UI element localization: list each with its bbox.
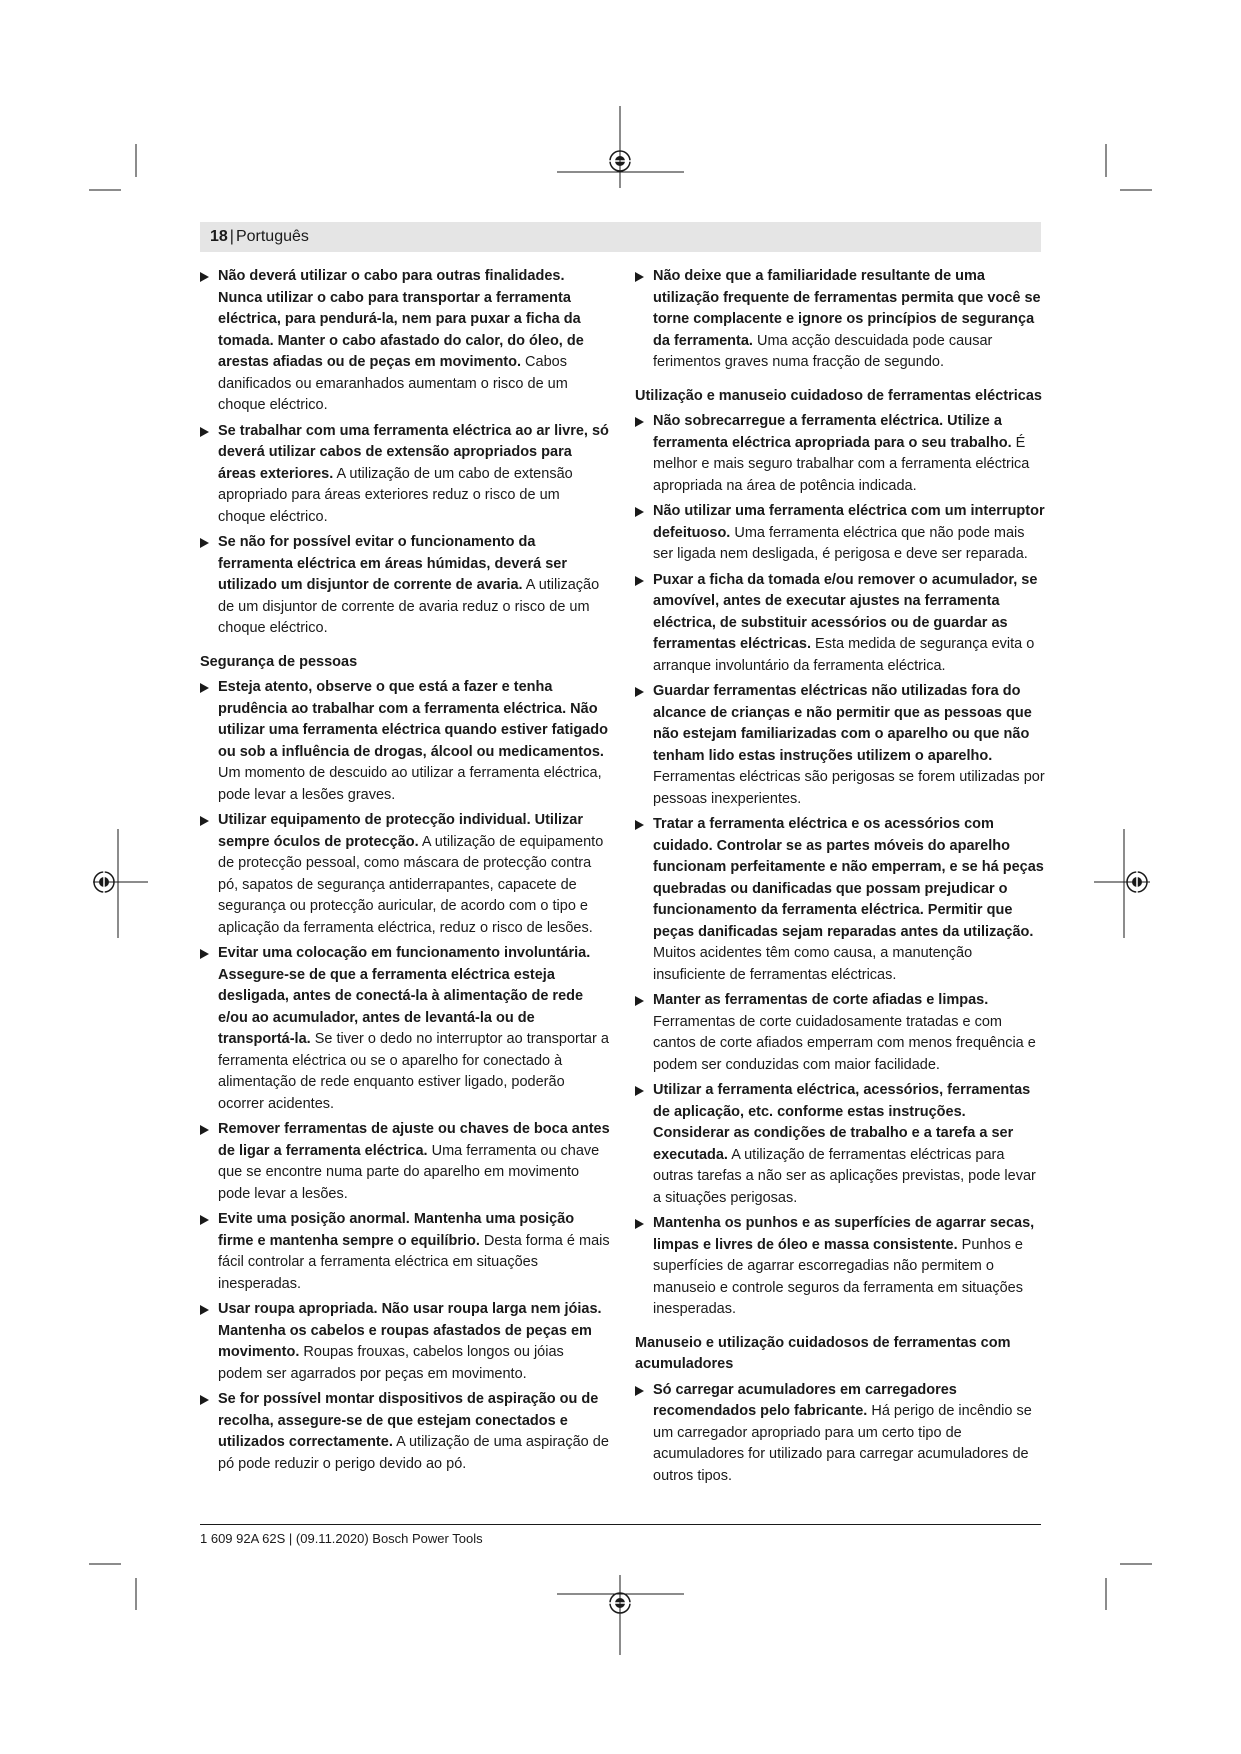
section-heading: Segurança de pessoas: [200, 653, 358, 670]
list-item-bold-text: Manter as ferramentas de corte afiadas e limpas.: [653, 992, 989, 1008]
bullet-triangle-icon: [200, 1305, 209, 1315]
list-item-bold-text: Usar roupa apropriada. Não usar roupa larga nem jóias. Mantenha os cabelos e roupas afastados de peças em movimento.: [218, 1301, 602, 1360]
bullet-triangle-icon: [635, 1386, 644, 1396]
list-item-normal-text: Uma ferramenta ou chave que se encontre numa parte do aparelho em movimento pode levar a lesões.: [218, 1142, 600, 1202]
list-item-bold-text: Não sobrecarregue a ferramenta eléctrica. Utilize a ferramenta eléctrica apropriada para o seu trabalho.: [653, 413, 1012, 451]
list-item-bold-text: Se não for possível evitar o funcionamento da ferramenta eléctrica em áreas húmidas, deverá ser utilizado um disjuntor de corrente de avaria.: [218, 534, 568, 593]
list-item-text: [653, 1213, 1045, 1321]
list-item-bold-text: Evitar uma colocação em funcionamento involuntária. Assegure-se de que a ferramenta eléctrica esteja desligada, antes de conectá-la à alimentação de rede e/ou ao acumulador, antes de levantá-la ou de transportá-la.: [218, 945, 591, 1047]
list-item-normal-text: A utilização de um cabo de extensão apropriado para áreas exteriores reduz o risco de um choque eléctrico.: [218, 465, 573, 525]
bullet-triangle-icon: [200, 949, 209, 959]
list-item-text: [218, 677, 610, 806]
list-item: [635, 1380, 1045, 1488]
list-item: [200, 943, 610, 1115]
list-item-bold-text: Mantenha os punhos e as superfícies de agarrar secas, limpas e livres de óleo e massa consistente.: [653, 1215, 1035, 1253]
bullet-triangle-icon: [635, 417, 644, 427]
page-language: Português: [235, 228, 309, 245]
list-item: [200, 1119, 610, 1205]
list-item-normal-text: Se tiver o dedo no interruptor ao transportar a ferramenta eléctrica ou se o aparelho for conectado à alimentação de rede enquanto estiver ligado, poderão ocorrer acidentes.: [218, 1031, 609, 1112]
list-item: [200, 1299, 610, 1385]
list-item-bold-text: Evite uma posição anormal. Mantenha uma posição firme e mantenha sempre o equilíbrio.: [218, 1211, 575, 1249]
list-item-text: [653, 990, 1045, 1076]
page-header: 18 | Português: [200, 222, 1041, 252]
bullet-triangle-icon: [200, 683, 209, 693]
list-item: [635, 1213, 1045, 1321]
left-column: [200, 266, 610, 1479]
list-item-text: [218, 266, 610, 417]
bullet-triangle-icon: [200, 816, 209, 826]
list-item-normal-text: Uma acção descuidada pode causar ferimentos graves numa fracção de segundo.: [653, 332, 993, 370]
section-heading: Utilização e manuseio cuidadoso de ferramentas eléctricas: [635, 387, 1042, 404]
bullet-triangle-icon: [200, 538, 209, 548]
list-item-normal-text: Punhos e superfícies de agarrar escorregadias não permitem o manuseio e controle seguros da ferramenta em situações inesperadas.: [653, 1236, 1023, 1317]
list-item: [200, 1389, 610, 1475]
list-item-normal-text: Desta forma é mais fácil controlar a ferramenta eléctrica em situações inesperadas.: [218, 1232, 610, 1292]
bullet-triangle-icon: [200, 427, 209, 437]
list-item-text: [653, 1380, 1045, 1488]
list-item-text: [653, 411, 1045, 497]
page-number: 18: [210, 228, 228, 245]
list-item-bold-text: Remover ferramentas de ajuste ou chaves de boca antes de ligar a ferramenta eléctrica.: [218, 1121, 610, 1159]
registration-target-icon: [606, 1589, 634, 1617]
list-item: [200, 677, 610, 806]
bullet-triangle-icon: [635, 272, 644, 282]
list-item-normal-text: Um momento de descuido ao utilizar a ferramenta eléctrica, pode levar a lesões graves.: [218, 765, 602, 803]
list-item-bold-text: Utilizar a ferramenta eléctrica, acessórios, ferramentas de aplicação, etc. conforme estas instruções. Considerar as condições de trabalho e a tarefa a ser executada.: [653, 1082, 1031, 1163]
list-item-normal-text: Muitos acidentes têm como causa, a manutenção insuficiente de ferramentas eléctricas.: [653, 945, 973, 983]
list-item-text: [218, 1119, 610, 1205]
list-item-bold-text: Puxar a ficha da tomada e/ou remover o acumulador, se amovível, antes de executar ajustes na ferramenta eléctrica, de substituir acessórios ou de guardar as ferramentas eléctricas.: [653, 571, 1038, 652]
list-item-normal-text: Há perigo de incêndio se um carregador apropriado para um certo tipo de acumuladores for utilizado para carregar acumuladores de outros tipos.: [653, 1403, 1032, 1484]
list-item: [200, 1209, 610, 1295]
bullet-triangle-icon: [635, 1086, 644, 1096]
list-item-bold-text: Esteja atento, observe o que está a fazer e tenha prudência ao trabalhar com a ferramenta eléctrica. Não utilizar uma ferramenta eléctrica quando estiver fatigado ou sob a influência de drogas, álcool ou medicamentos.: [218, 679, 609, 760]
list-item-bold-text: Não deixe que a familiaridade resultante de uma utilização frequente de ferramentas permita que você se torne complacente e ignore os princípios de segurança da ferramenta.: [653, 268, 1041, 349]
right-column: [635, 266, 1045, 1491]
list-item-bold-text: Guardar ferramentas eléctricas não utilizadas fora do alcance de crianças e não permitir que as pessoas que não estejam familiarizadas com o aparelho ou que não tenham lido estas instruções utilizem o aparelho.: [653, 683, 1032, 764]
list-item: [635, 266, 1045, 374]
page-footer: 1 609 92A 62S | (09.11.2020) Bosch Power Tools: [200, 1531, 483, 1546]
left-items-b: [200, 677, 610, 1475]
list-item: [635, 1080, 1045, 1209]
list-item-normal-text: A utilização de um disjuntor de corrente de avaria reduz o risco de um choque eléctrico.: [218, 577, 600, 636]
list-item: [635, 411, 1045, 497]
list-item-bold-text: Não deverá utilizar o cabo para outras finalidades. Nunca utilizar o cabo para transportar a ferramenta eléctrica, para pendurá-la, nem para puxar a ficha da tomada. Manter o cabo afastado do calor, do óleo, de arestas afiadas ou de peças em movimento.: [218, 268, 584, 370]
right-items-a: [635, 266, 1045, 374]
list-item: [635, 814, 1045, 986]
list-item-normal-text: Esta medida de segurança evita o arranque involuntário da ferramenta eléctrica.: [653, 636, 1035, 674]
list-item-bold-text: Utilizar equipamento de protecção individual. Utilizar sempre óculos de protecção.: [218, 812, 583, 850]
list-item-text: [653, 570, 1045, 678]
left-items-a: [200, 266, 610, 640]
list-item-bold-text: Só carregar acumuladores em carregadores recomendados pelo fabricante.: [653, 1381, 957, 1419]
list-item-text: [653, 501, 1045, 566]
right-items-c: [635, 1380, 1045, 1488]
list-item: [635, 990, 1045, 1076]
bullet-triangle-icon: [200, 1395, 209, 1405]
right-items-b: [635, 411, 1045, 1321]
list-item-text: [218, 1389, 610, 1475]
list-item-normal-text: A utilização de equipamento de protecção pessoal, como máscara de protecção contra pó, sapatos de segurança antiderrapantes, capacete de segurança ou protecção auricular, de acordo com o tipo e aplicação da ferramenta eléctrica, reduz o risco de lesões.: [218, 833, 604, 936]
list-item: [635, 570, 1045, 678]
bullet-triangle-icon: [200, 1215, 209, 1225]
list-item: [635, 501, 1045, 566]
bullet-triangle-icon: [200, 272, 209, 282]
footer-divider: [200, 1524, 1041, 1525]
list-item-text: [218, 1299, 610, 1385]
bullet-triangle-icon: [635, 820, 644, 830]
list-item-normal-text: Ferramentas eléctricas são perigosas se forem utilizadas por pessoas inexperientes.: [653, 769, 1045, 807]
list-item: [200, 532, 610, 640]
list-item-normal-text: A utilização de uma aspiração de pó pode reduzir o perigo devido ao pó.: [218, 1434, 609, 1472]
list-item-normal-text: Roupas frouxas, cabelos longos ou jóias podem ser agarrados por peças em movimento.: [218, 1344, 564, 1382]
list-item-normal-text: Ferramentas de corte cuidadosamente tratadas e com cantos de corte afiados emperram com menos frequência e podem ser conduzidas com maior facilidade.: [653, 1013, 1036, 1073]
list-item: [200, 266, 610, 417]
list-item-text: [218, 943, 610, 1115]
list-item-text: [218, 810, 610, 939]
list-item-normal-text: É melhor e mais seguro trabalhar com a ferramenta eléctrica apropriada na área de potência indicada.: [653, 434, 1030, 494]
section-heading: Manuseio e utilização cuidadosos de ferramentas com acumuladores: [635, 1334, 1011, 1372]
list-item-bold-text: Se for possível montar dispositivos de aspiração ou de recolha, assegure-se de que estejam conectados e utilizados correctamente.: [218, 1391, 599, 1450]
list-item-text: [218, 1209, 610, 1295]
bullet-triangle-icon: [635, 687, 644, 697]
list-item-text: [653, 681, 1045, 810]
list-item: [635, 681, 1045, 810]
bullet-triangle-icon: [200, 1125, 209, 1135]
registration-target-icon: [606, 147, 634, 175]
list-item-bold-text: Não utilizar uma ferramenta eléctrica com um interruptor defeituoso.: [653, 503, 1045, 541]
list-item-text: [653, 814, 1045, 986]
list-item-normal-text: Uma ferramenta eléctrica que não pode mais ser ligada nem desligada, é perigosa e deve ser reparada.: [653, 524, 1028, 562]
list-item-text: [653, 1080, 1045, 1209]
list-item: [200, 421, 610, 529]
bullet-triangle-icon: [635, 1219, 644, 1229]
list-item: [200, 810, 610, 939]
bullet-triangle-icon: [635, 507, 644, 517]
list-item-bold-text: Se trabalhar com uma ferramenta eléctrica ao ar livre, só deverá utilizar cabos de extensão apropriados para áreas exteriores.: [218, 422, 609, 482]
bullet-triangle-icon: [635, 996, 644, 1006]
list-item-normal-text: A utilização de ferramentas eléctricas para outras tarefas a não ser as aplicações previstas, pode levar a situações perigosas.: [653, 1146, 1036, 1206]
list-item-text: [653, 266, 1045, 374]
bullet-triangle-icon: [635, 576, 644, 586]
list-item-normal-text: Cabos danificados ou emaranhados aumentam o risco de um choque eléctrico.: [218, 354, 568, 413]
list-item-text: [218, 421, 610, 529]
list-item-text: [218, 532, 610, 640]
list-item-bold-text: Tratar a ferramenta eléctrica e os acessórios com cuidado. Controlar se as partes móveis do aparelho funcionam perfeitamente e não emperram, e se há peças quebradas ou danificadas que possam prejudicar o funcionamento da ferramenta eléctrica. Permitir que peças danificadas sejam reparadas antes da utilização.: [653, 816, 1044, 940]
